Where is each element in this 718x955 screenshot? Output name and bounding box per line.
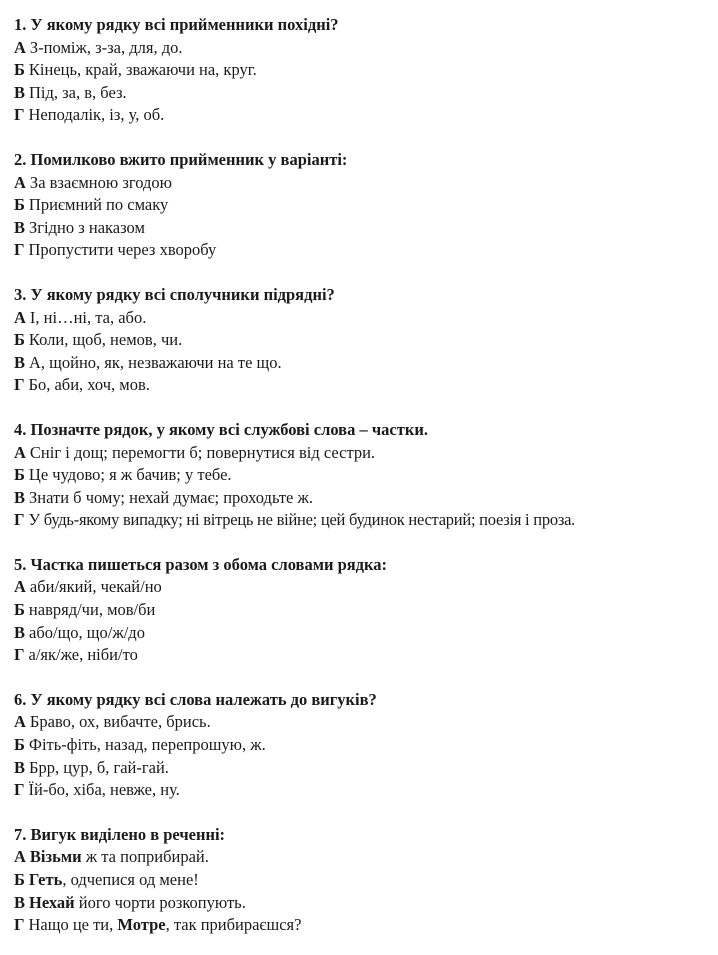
highlighted-word: Візьми [29,847,82,867]
question-6 [14,689,712,802]
answer-option-b [14,599,712,622]
option-text: Нащо це ти, [28,915,118,935]
answer-option-v [14,622,712,645]
option-letter: Г [14,645,25,665]
option-text: Приємний по смаку [28,195,169,215]
option-letter: В [14,82,26,102]
option-text: Кінець, край, зважаючи на, круг. [28,60,257,80]
answer-option-v [14,82,712,105]
answer-option-b [14,869,712,892]
option-letter: Г [14,510,25,530]
option-letter: В [14,892,26,912]
option-text: І, ні…ні, та, або. [29,307,147,327]
answer-option-b [14,194,712,217]
option-text: Знати б чому; нехай думає; проходьте ж. [29,487,314,507]
option-text: аби/який, чекай/но [29,577,162,597]
question-3 [14,284,712,397]
answer-option-a [14,576,712,599]
question-5 [14,554,712,667]
answer-option-a [14,442,712,465]
option-text: З-поміж, з-за, для, до. [29,37,183,57]
answer-option-a [14,307,712,330]
option-letter: А [14,577,26,597]
option-text: Фіть-фіть, назад, перепрошую, ж. [28,735,266,755]
question-title: 7. Вигук виділено в реченні: [14,824,226,844]
answer-option-v [14,757,712,780]
answer-option-a [14,37,712,60]
option-text: , одчепися од мене! [62,870,199,889]
option-letter: Г [14,240,25,260]
option-letter: Б [14,465,25,485]
option-text: Сніг і дощ; перемогти б; повернутися від сестри. [29,442,376,462]
option-letter: А [14,37,26,57]
answer-option-h [14,644,712,667]
answer-option-h [14,914,712,937]
option-text: , так прибираєшся? [165,915,302,935]
question-title: 1. У якому рядку всі прийменники похідні? [14,15,339,34]
option-text: Коли, щоб, немов, чи. [28,330,183,350]
question-title: 3. У якому рядку всі сполучники підрядні? [14,284,335,304]
option-text: навряд/чи, мов/би [28,600,156,620]
option-letter: Б [14,600,25,620]
option-text: а/як/же, ніби/то [28,645,138,665]
highlighted-word: Нехай [29,892,75,912]
option-text: ж та поприбирай. [81,847,209,867]
option-text: Пропустити через хворобу [28,240,217,260]
option-text: його чорти розкопують. [74,892,246,912]
option-text: або/що, що/ж/до [29,622,145,642]
option-text: За взаємною згодою [29,172,172,192]
option-letter: В [14,352,26,372]
answer-option-h [14,509,712,532]
option-letter: А [14,172,26,192]
answer-option-h [14,779,712,802]
answer-option-a [14,172,712,195]
option-letter: Г [14,105,25,125]
question-7 [14,824,712,937]
answer-option-b [14,734,712,757]
option-letter: А [14,847,26,867]
answer-option-h [14,239,712,262]
answer-option-v [14,352,712,375]
option-text: Брр, цур, б, гай-гай. [29,757,169,777]
highlighted-word: Геть [28,870,63,889]
option-letter: Б [14,330,25,350]
option-letter: В [14,217,26,237]
answer-option-a [14,711,712,734]
option-text: Браво, ох, вибачте, брись. [29,712,211,732]
question-2 [14,149,712,262]
option-letter: А [14,307,26,327]
option-text: А, щойно, як, незважаючи на те що. [29,352,282,372]
answer-option-v [14,487,712,510]
option-text: Їй-бо, хіба, невже, ну. [28,780,180,800]
answer-option-b [14,59,712,82]
question-title: 6. У якому рядку всі слова належать до вигуків? [14,689,377,709]
option-letter: В [14,622,26,642]
option-text: У будь-якому випадку; ні вітрець не війне; цей будинок нестарий; поезія і проза. [28,510,576,530]
answer-option-h [14,374,712,397]
option-letter: В [14,757,26,777]
option-text: Під, за, в, без. [29,82,127,102]
highlighted-word: Мотре [117,915,166,935]
option-letter: Б [14,195,25,215]
answer-option-b [14,464,712,487]
option-letter: Г [14,375,25,395]
answer-option-b [14,329,712,352]
option-letter: Г [14,915,25,935]
answer-option-v [14,217,712,240]
question-1 [14,14,712,127]
option-letter: А [14,712,26,732]
answer-option-h [14,104,712,127]
option-letter: А [14,442,26,462]
option-letter: Г [14,780,25,800]
question-title: 5. Частка пишеться разом з обома словами рядка: [14,554,388,574]
option-letter: Б [14,870,25,889]
question-4 [14,419,712,532]
option-text: Бо, аби, хоч, мов. [28,375,150,395]
option-letter: Б [14,60,25,80]
question-title: 4. Позначте рядок, у якому всі службові слова – частки. [14,419,428,439]
option-text: Згідно з наказом [29,217,145,237]
answer-option-v [14,892,712,915]
option-letter: В [14,487,26,507]
answer-option-a [14,846,712,869]
option-text: Неподалік, із, у, об. [28,105,165,125]
option-text: Це чудово; я ж бачив; у тебе. [28,465,232,485]
option-letter: Б [14,735,25,755]
question-title: 2. Помилково вжито прийменник у варіанті: [14,149,348,169]
